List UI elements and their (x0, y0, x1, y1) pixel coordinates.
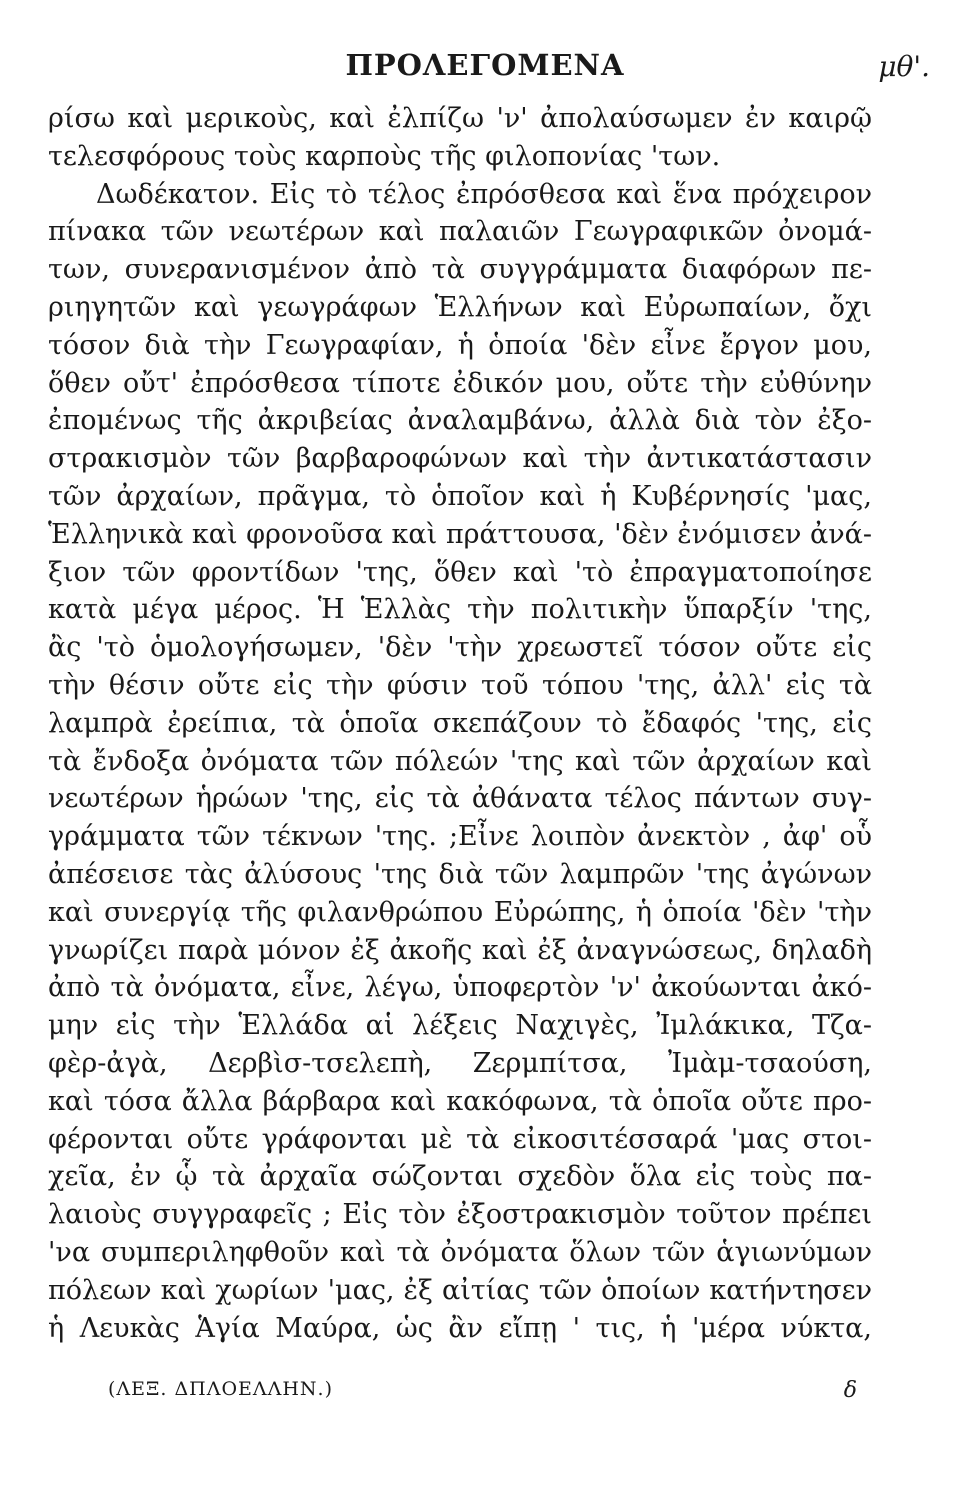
signature-mark: δ (843, 1378, 858, 1403)
text-line: τελεσφόρους τοὺς καρποὺς τῆς φιλοπονίας 'των. (48, 140, 721, 172)
text-line: ἂς 'τὸ ὁμολογήσωμεν, 'δὲν 'τὴν χρεωστεῖ τόσον οὔτε εἰς (48, 632, 872, 664)
text-line: ρίσω καὶ μερικοὺς, καὶ ἐλπίζω 'ν' ἀπολαύσωμεν ἐν καιρῷ (48, 103, 872, 134)
text-line: γνωρίζει παρὰ μόνον ἐξ ἀκοῆς καὶ ἐξ ἀναγνώσεως, δηλαδὴ (48, 934, 872, 966)
page-footer (108, 1378, 898, 1418)
text-line: ἀπέσεισε τὰς ἀλύσους 'της διὰ τῶν λαμπρῶν 'της ἀγώνων (48, 858, 872, 890)
text-line: νεωτέρων ἡρώων 'της, εἰς τὰ ἀθάνατα τέλος πάντων συγ- (48, 783, 872, 815)
text-line: μην εἰς τὴν Ἑλλάδα αἱ λέξεις Ναχιγὲς, Ἰμλάκικα, Τζα- (48, 1010, 872, 1042)
text-line: φὲρ-ἀγὰ, Δερβὶσ-τσελεπὴ, Ζερμπίτσα, Ἰμὰμ-τσαούση, (48, 1047, 872, 1079)
text-line: 'να συμπεριληφθοῦν καὶ τὰ ὀνόματα ὅλων τῶν ἁγιωνύμων (48, 1236, 872, 1268)
text-line: καὶ τόσα ἄλλα βάρβαρα καὶ κακόφωνα, τὰ ὁποῖα οὔτε προ- (48, 1085, 872, 1117)
text-line: κατὰ μέγα μέρος. Ἡ Ἑλλὰς τὴν πολιτικὴν ὕπαρξίν 'της, (48, 594, 872, 626)
text-line: τῶν ἀρχαίων, πρᾶγμα, τὸ ὁποῖον καὶ ἡ Κυβέρνησίς 'μας, (48, 480, 872, 512)
text-line: γράμματα τῶν τέκνων 'της. ;Εἶνε λοιπὸν ἀνεκτὸν , ἀφ' οὗ (48, 821, 872, 853)
page-header (40, 44, 930, 94)
text-line: Δωδέκατον. Εἰς τὸ τέλος ἐπρόσθεσα καὶ ἕνα πρόχειρον (96, 178, 872, 210)
text-line: χεῖα, ἐν ᾧ τὰ ἀρχαῖα σώζονται σχεδὸν ὅλα εἰς τοὺς πα- (48, 1161, 872, 1193)
text-line: των, συνερανισμένον ἀπὸ τὰ συγγράμματα διαφόρων πε- (48, 254, 872, 286)
text-line: τὰ ἔνδοξα ὀνόματα τῶν πόλεών 'της καὶ τῶν ἀρχαίων καὶ (48, 745, 872, 777)
text-line: Ἑλληνικὰ καὶ φρονοῦσα καὶ πράττουσα, 'δὲν ἐνόμισεν ἀνά- (48, 518, 872, 550)
text-line: ριηγητῶν καὶ γεωγράφων Ἑλλήνων καὶ Εὐρωπαίων, ὄχι (48, 291, 872, 323)
text-line: φέρονται οὔτε γράφονται μὲ τὰ εἰκοσιτέσσαρά 'μας στοι- (48, 1123, 872, 1155)
body-text (48, 100, 872, 1347)
page-number: μθ'. (878, 50, 930, 83)
text-line: ξιον τῶν φροντίδων 'της, ὅθεν καὶ 'τὸ ἐπραγματοποίησε (48, 556, 872, 588)
text-line: τὴν θέσιν οὔτε εἰς τὴν φύσιν τοῦ τόπου 'της, ἀλλ' εἰς τὰ (48, 669, 872, 701)
text-line: ἀπὸ τὰ ὀνόματα, εἶνε, λέγω, ὑποφερτὸν 'ν' ἀκούωνται ἀκό- (48, 972, 872, 1004)
text-line: πόλεων καὶ χωρίων 'μας, ἐξ αἰτίας τῶν ὁποίων κατήντησεν (48, 1274, 872, 1306)
text-line: λαιοὺς συγγραφεῖς ; Εἰς τὸν ἐξοστρακισμὸν τοῦτον πρέπει (48, 1199, 872, 1231)
text-line: τόσον διὰ τὴν Γεωγραφίαν, ἡ ὁποία 'δὲν εἶνε ἔργον μου, (48, 329, 872, 361)
signature-line: (ΛΕΞ. ΔΠΛΟΕΛΛΗΝ.) (108, 1378, 333, 1400)
text-line: ὅθεν οὔτ' ἐπρόσθεσα τίποτε ἐδικόν μου, οὔτε τὴν εὐθύνην (48, 367, 872, 399)
text-line: λαμπρὰ ἐρείπια, τὰ ὁποῖα σκεπάζουν τὸ ἔδαφός 'της, εἰς (48, 707, 872, 739)
text-line: στρακισμὸν τῶν βαρβαροφώνων καὶ τὴν ἀντικατάστασιν (48, 443, 872, 475)
text-line: ἐπομένως τῆς ἀκριβείας ἀναλαμβάνω, ἀλλὰ διὰ τὸν ἐξο- (48, 405, 872, 437)
running-title: ΠΡΟΛΕΓΟΜΕΝΑ (345, 48, 625, 82)
text-line: πίνακα τῶν νεωτέρων καὶ παλαιῶν Γεωγραφικῶν ὀνομά- (48, 216, 872, 248)
text-line: καὶ συνεργίᾳ τῆς φιλανθρώπου Εὐρώπης, ἡ ὁποία 'δὲν 'τὴν (48, 896, 872, 928)
text-line: ἡ Λευκὰς Ἁγία Μαύρα, ὡς ἂν εἴπῃ ' τις, ἡ 'μέρα νύκτα, (48, 1312, 872, 1344)
